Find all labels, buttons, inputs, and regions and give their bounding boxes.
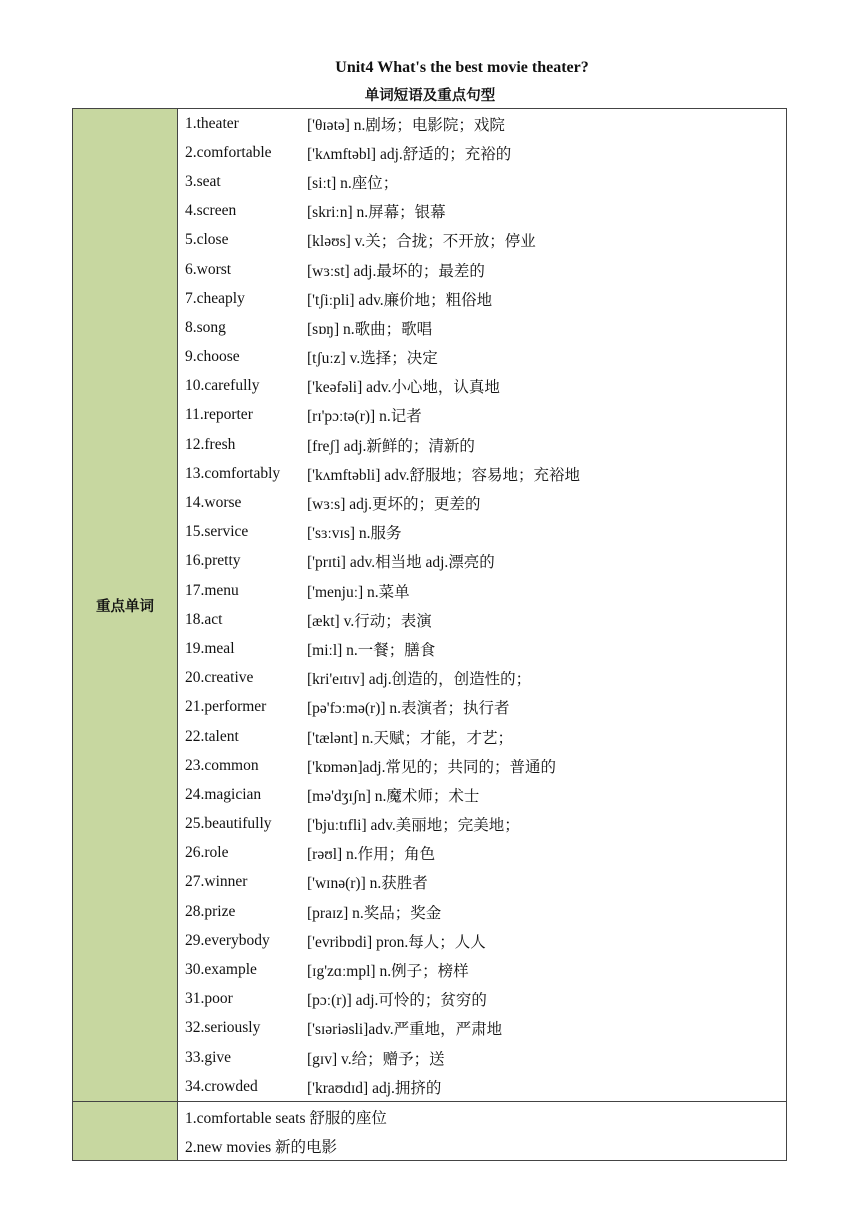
vocab-definition: ['tʃiːpli] adv.廉价地；粗俗地	[307, 291, 493, 309]
vocab-word: 22.talent	[185, 727, 239, 745]
vocab-definition: [siːt] n.座位；	[307, 174, 399, 192]
vocab-word: 4.screen	[185, 202, 237, 220]
vocab-definition: [tʃuːz] v.选择；决定	[307, 350, 438, 368]
vocab-word: 21.performer	[185, 698, 267, 716]
vocab-definition: [wɜːst] adj.最坏的；最差的	[307, 262, 485, 280]
vocab-definition: [miːl] n.一餐；膳食	[307, 641, 436, 659]
vocab-word: 20.creative	[185, 669, 254, 687]
vocab-definition: ['sɜːvɪs] n.服务	[307, 525, 402, 543]
vocab-section-label: 重点单词	[73, 109, 178, 1102]
vocab-word: 6.worst	[185, 260, 232, 278]
vocab-word: 11.reporter	[185, 406, 253, 424]
vocab-word: 34.crowded	[185, 1077, 258, 1095]
vocab-definition: ['sɪəriəsli]adv.严重地，严肃地	[307, 1021, 503, 1039]
vocab-word: 2.comfortable	[185, 143, 272, 161]
vocab-definition: ['bjuːtɪfli] adv.美丽地；完美地；	[307, 817, 520, 835]
vocab-word: 15.service	[185, 523, 249, 541]
phrase-item: 1.comfortable seats 舒服的座位	[185, 1109, 387, 1127]
vocab-item	[178, 693, 786, 722]
vocab-item	[178, 401, 786, 430]
vocab-definition: [rɪ'pɔːtə(r)] n.记者	[307, 408, 422, 426]
vocab-definition: ['evribɒdi] pron.每人；人人	[307, 933, 486, 951]
vocab-item	[178, 722, 786, 751]
vocab-item	[178, 547, 786, 576]
vocab-word: 27.winner	[185, 873, 248, 891]
vocab-item	[178, 372, 786, 401]
vocab-item	[178, 226, 786, 255]
vocab-item	[178, 109, 786, 138]
vocab-word: 14.worse	[185, 494, 242, 512]
vocab-item	[178, 839, 786, 868]
vocab-item	[178, 255, 786, 284]
vocab-definition: ['keəfəli] adv.小心地，认真地	[307, 379, 500, 397]
vocab-item	[178, 780, 786, 809]
vocab-word: 26.role	[185, 844, 229, 862]
vocab-definition: [kri'eɪtɪv] adj.创造的，创造性的；	[307, 671, 532, 689]
vocab-item	[178, 313, 786, 342]
vocab-word: 8.song	[185, 318, 226, 336]
vocab-item	[178, 664, 786, 693]
vocab-word: 29.everybody	[185, 931, 270, 949]
vocab-definition: ['kraʊdɪd] adj.拥挤的	[307, 1079, 442, 1097]
vocab-item	[178, 1043, 786, 1072]
vocab-item	[178, 1014, 786, 1043]
vocab-definition: ['wɪnə(r)] n.获胜者	[307, 875, 428, 893]
document-title: Unit4 What's the best movie theater?	[335, 59, 589, 76]
vocab-word: 3.seat	[185, 172, 221, 190]
vocab-definition: [ɪg'zɑːmpl] n.例子；榜样	[307, 963, 469, 981]
vocab-definition: [sɒŋ] n.歌曲；歌唱	[307, 320, 433, 338]
vocab-word: 1.theater	[185, 114, 239, 132]
vocabulary-table	[72, 108, 787, 1161]
vocab-definition: [skriːn] n.屏幕；银幕	[307, 204, 446, 222]
vocab-word: 19.meal	[185, 639, 235, 657]
vocab-definition: ['prɪti] adv.相当地 adj.漂亮的	[307, 554, 495, 572]
vocab-section-row	[73, 109, 787, 1102]
vocab-word: 30.example	[185, 961, 257, 979]
vocab-definition: [freʃ] adj.新鲜的；清新的	[307, 437, 475, 455]
vocab-word: 31.poor	[185, 990, 233, 1008]
vocab-item	[178, 605, 786, 634]
vocab-item	[178, 284, 786, 313]
vocab-word: 9.choose	[185, 348, 240, 366]
vocab-item	[178, 897, 786, 926]
vocab-item	[178, 488, 786, 517]
vocab-definition: ['tælənt] n.天赋；才能，才艺；	[307, 729, 514, 747]
vocab-item	[178, 576, 786, 605]
vocab-definition: [mə'dʒɪʃn] n.魔术师；术士	[307, 787, 480, 805]
vocab-word: 28.prize	[185, 902, 236, 920]
vocab-definition: ['kɒmən]adj.常见的；共同的；普通的	[307, 758, 556, 776]
vocab-item	[178, 926, 786, 955]
vocab-word: 10.carefully	[185, 377, 260, 395]
vocab-definition: [ækt] v.行动；表演	[307, 612, 432, 630]
vocab-word: 24.magician	[185, 785, 262, 803]
vocab-item	[178, 955, 786, 984]
vocab-word: 25.beautifully	[185, 815, 272, 833]
vocab-word: 13.comfortably	[185, 464, 281, 482]
vocab-definition: [pɔː(r)] adj.可怜的；贫穷的	[307, 992, 487, 1010]
vocab-item	[178, 985, 786, 1014]
vocab-definition: [rəʊl] n.作用；角色	[307, 846, 436, 864]
vocab-word: 23.common	[185, 756, 259, 774]
vocab-item	[178, 459, 786, 488]
phrase-list	[178, 1102, 787, 1161]
vocab-item	[178, 167, 786, 196]
vocab-item	[178, 751, 786, 780]
vocab-definition: [kləʊs] v.关；合拢；不开放；停业	[307, 233, 536, 251]
vocab-word: 5.close	[185, 231, 229, 249]
vocab-item	[178, 518, 786, 547]
vocab-definition: [pə'fɔːmə(r)] n.表演者；执行者	[307, 700, 510, 718]
vocab-item	[178, 197, 786, 226]
vocab-list	[178, 109, 787, 1102]
vocab-word: 16.pretty	[185, 552, 241, 570]
phrase-section-row	[73, 1102, 787, 1161]
vocab-item	[178, 430, 786, 459]
vocab-definition: ['θɪətə] n.剧场；电影院；戏院	[307, 116, 505, 134]
vocab-item	[178, 868, 786, 897]
vocab-item	[178, 1072, 786, 1101]
vocab-definition: [gɪv] v.给；赠予；送	[307, 1050, 445, 1068]
vocab-word: 12.fresh	[185, 435, 236, 453]
vocab-definition: ['kʌmftəbl] adj.舒适的；充裕的	[307, 145, 512, 163]
vocab-definition: [wɜːs] adj.更坏的；更差的	[307, 496, 481, 514]
vocab-word: 32.seriously	[185, 1019, 261, 1037]
vocab-word: 17.menu	[185, 581, 239, 599]
vocab-word: 18.act	[185, 610, 223, 628]
vocab-word: 33.give	[185, 1048, 232, 1066]
vocab-item	[178, 138, 786, 167]
vocab-definition: ['kʌmftəbli] adv.舒服地；容易地；充裕地	[307, 466, 581, 484]
phrase-item: 2.new movies 新的电影	[185, 1138, 337, 1156]
vocab-definition: [praɪz] n.奖品；奖金	[307, 904, 442, 922]
vocab-item	[178, 810, 786, 839]
document-subtitle: 单词短语及重点句型	[364, 88, 496, 104]
vocab-word: 7.cheaply	[185, 289, 245, 307]
phrase-section-label	[73, 1102, 178, 1161]
vocab-item	[178, 343, 786, 372]
vocab-definition: ['menjuː] n.菜单	[307, 583, 410, 601]
vocab-item	[178, 634, 786, 663]
